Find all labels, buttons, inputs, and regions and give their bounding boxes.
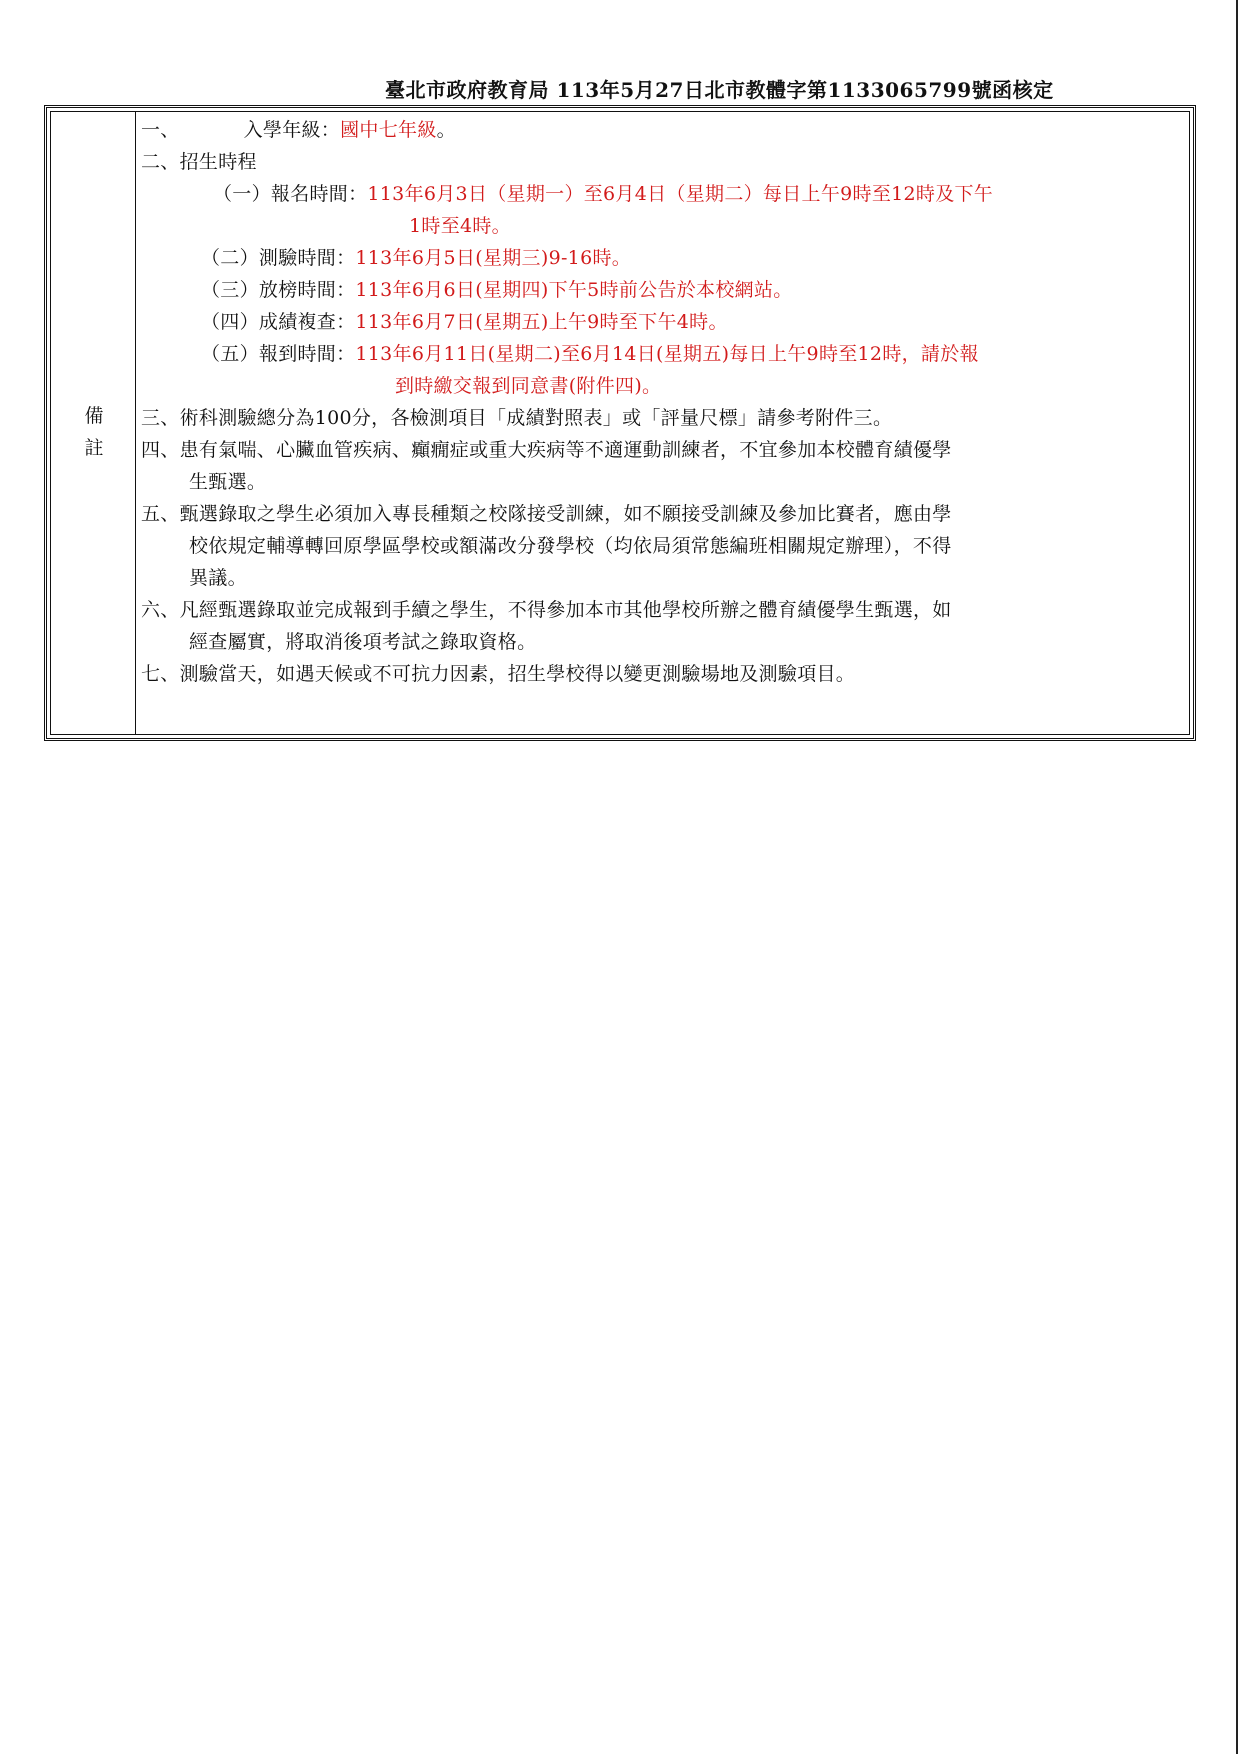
- item-weather: 七、測驗當天，如遇天候或不可抗力因素，招生學校得以變更測驗場地及測驗項目。: [141, 663, 856, 685]
- schedule-results-value: 113年6月6日(星期四)下午5時前公告於本校網站。: [355, 279, 793, 301]
- item-health: 四、患有氣喘、心臟血管疾病、癲癇症或重大疾病等不適運動訓練者，不宜參加本校體育績優學: [141, 439, 952, 461]
- item-grade: [141, 114, 1183, 146]
- schedule-test-label: （二）測驗時間：: [201, 247, 356, 269]
- approval-notice: 臺北市政府教育局 113年5月27日北市教體字第1133065799號函核定: [385, 78, 1054, 102]
- schedule-results-label: （三）放榜時間：: [201, 279, 356, 301]
- remarks-label: [83, 400, 105, 464]
- page-edge-line: [1236, 0, 1238, 1754]
- remarks-label-char-2: 註: [84, 437, 104, 459]
- schedule-enrollment: [141, 338, 1183, 370]
- item-team-training: 五、甄選錄取之學生必須加入專長種類之校隊接受訓練，如不願接受訓練及參加比賽者，應由學: [141, 503, 952, 525]
- item-grade-end: 。: [436, 119, 456, 141]
- item-grade-label: 入學年級：: [243, 119, 341, 141]
- schedule-review-value: 113年6月7日(星期五)上午9時至下午4時。: [355, 311, 728, 333]
- schedule-registration-continued: 1時至4時。: [409, 215, 511, 237]
- schedule-enrollment-label: （五）報到時間：: [201, 343, 356, 365]
- item-other-schools: 六、凡經甄選錄取並完成報到手續之學生，不得參加本市其他學校所辦之體育績優學生甄選，如: [141, 599, 952, 621]
- schedule-enrollment-value: 113年6月11日(星期二)至6月14日(星期五)每日上午9時至12時，請於報: [355, 343, 979, 365]
- schedule-test-value: 113年6月5日(星期三)9-16時。: [355, 247, 632, 269]
- item-scoring: 三、術科測驗總分為100分，各檢測項目「成績對照表」或「評量尺標」請參考附件三。: [141, 407, 893, 429]
- schedule-review-label: （四）成績複查：: [201, 311, 356, 333]
- remarks-label-char-1: 備: [84, 405, 104, 427]
- schedule-registration-value: 113年6月3日（星期一）至6月4日（星期二）每日上午9時至12時及下午: [367, 183, 994, 205]
- schedule-test: [141, 242, 1183, 274]
- item-grade-number: 一、: [141, 119, 180, 141]
- item-team-training-continued-1: 校依規定輔導轉回原學區學校或額滿改分發學校（均依局須常態編班相關規定辦理），不得: [189, 535, 952, 557]
- schedule-registration-label: （一）報名時間：: [213, 183, 368, 205]
- schedule-enrollment-continued: 到時繳交報到同意書(附件四)。: [395, 375, 662, 397]
- schedule-review: [141, 306, 1183, 338]
- schedule-results: [141, 274, 1183, 306]
- item-other-schools-continued: 經查屬實，將取消後項考試之錄取資格。: [189, 631, 537, 653]
- remarks-label-cell: [51, 112, 136, 734]
- item-team-training-continued-2: 異議。: [189, 567, 247, 589]
- schedule-registration: [141, 178, 1183, 210]
- remarks-content: [141, 114, 1183, 690]
- remarks-table-inner: [50, 111, 1190, 735]
- item-schedule-title: 二、招生時程: [141, 151, 257, 173]
- item-health-continued: 生甄選。: [189, 471, 267, 493]
- item-grade-value: 國中七年級: [340, 119, 437, 141]
- remarks-table: [44, 105, 1196, 741]
